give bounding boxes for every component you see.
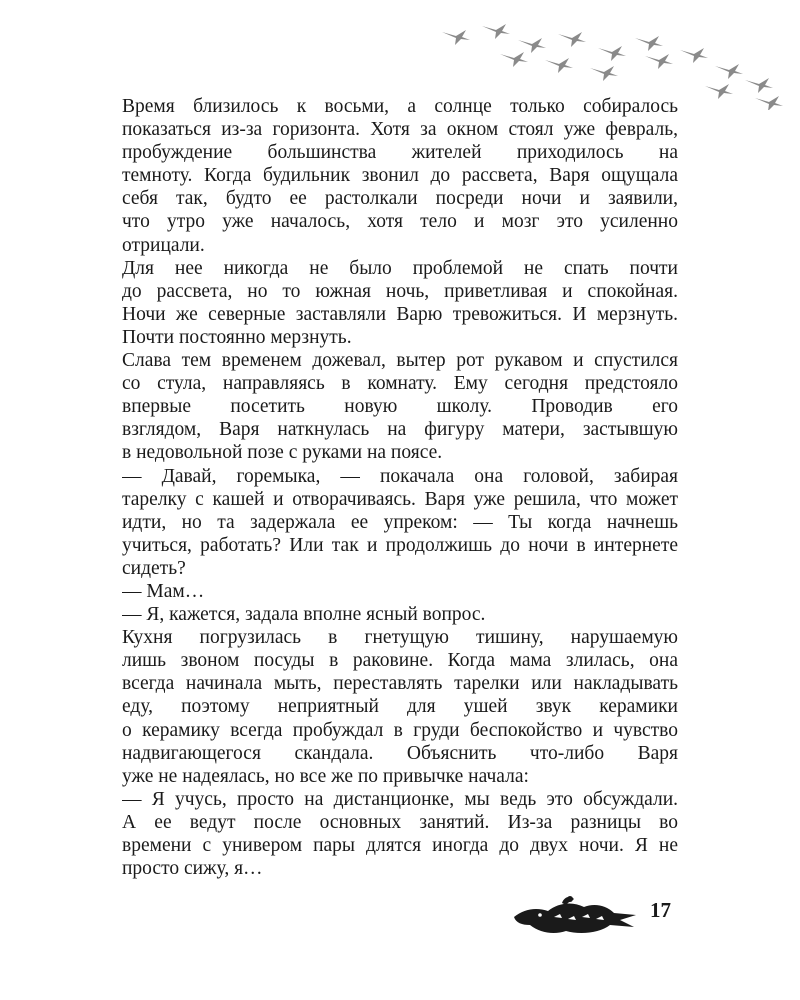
- paragraph: [122, 580, 678, 603]
- text-line: себя так, будто ее растолкали посреди ночи и заявили,: [122, 188, 678, 210]
- text-line: о керамику всегда пробуждал в груди беспокойство и чувство: [122, 719, 678, 741]
- text-line: — Мам…: [122, 580, 205, 602]
- paragraph: [122, 626, 678, 788]
- text-line: в недовольной позе с руками на поясе.: [122, 442, 443, 464]
- paragraph: [122, 349, 678, 464]
- text-line: — Я, кажется, задала вполне ясный вопрос.: [122, 604, 486, 626]
- text-line: Кухня погрузилась в гнетущую тишину, нарушаемую: [122, 627, 678, 649]
- text-line: всегда начинала мыть, переставлять тарелки или накладывать: [122, 673, 678, 695]
- text-line: уже не надеялась, но все же по привычке начала:: [122, 765, 529, 787]
- text-line: Почти постоянно мерзнуть.: [122, 326, 352, 348]
- text-line: — Я учусь, просто на дистанционке, мы ведь это обсуждали.: [122, 788, 678, 810]
- paragraph: [122, 257, 678, 349]
- text-line: сидеть?: [122, 557, 186, 579]
- text-line: что утро уже началось, хотя тело и мозг это усиленно: [122, 211, 678, 233]
- text-line: лишь звоном посуды в раковине. Когда мама злилась, она: [122, 650, 678, 672]
- text-line: идти, но та задержала ее упреком: — Ты когда начнешь: [122, 511, 678, 533]
- text-line: Слава тем временем дожевал, вытер рот рукавом и спустился: [122, 350, 678, 372]
- text-line: пробуждение большинства жителей приходилось на: [122, 142, 678, 164]
- text-line: взглядом, Варя наткнулась на фигуру матери, застывшую: [122, 419, 678, 441]
- text-line: Время близилось к восьми, а солнце только собиралось: [122, 96, 678, 117]
- text-line: впервые посетить новую школу. Проводив его: [122, 396, 678, 418]
- text-line: темноту. Когда будильник звонил до рассвета, Варя ощущала: [122, 165, 678, 187]
- text-line: — Давай, горемыка, — покачала она головой, забирая: [122, 465, 678, 487]
- text-line: еду, поэтому неприятный для ушей звук керамики: [122, 696, 678, 718]
- text-line: до рассвета, но то южная ночь, приветливая и спокойная.: [122, 280, 678, 302]
- text-line: просто сижу, я…: [122, 858, 263, 880]
- text-line: Ночи же северные заставляли Варю тревожиться. И мерзнуть.: [122, 303, 678, 325]
- text-line: учиться, работать? Или так и продолжишь до ночи в интернете: [122, 534, 678, 556]
- text-line: надвигающегося скандала. Объяснить что-либо Варя: [122, 742, 678, 764]
- paragraph: [122, 465, 678, 580]
- bird-illustration-icon: [510, 893, 640, 941]
- text-line: времени с универом пары длятся иногда до двух ночи. Я не: [122, 835, 678, 856]
- text-line: тарелку с кашей и отворачиваясь. Варя уже решила, что может: [122, 488, 678, 510]
- body-text: [122, 95, 678, 880]
- page-number: 17: [650, 898, 671, 922]
- paragraph: [122, 788, 678, 880]
- text-line: отрицали.: [122, 234, 205, 256]
- text-line: показаться из-за горизонта. Хотя за окном стоял уже февраль,: [122, 119, 678, 141]
- paragraph: [122, 95, 678, 257]
- text-line: А ее ведут после основных занятий. Из-за разницы во: [122, 811, 678, 833]
- text-line: со стула, направляясь в комнату. Ему сегодня предстояло: [122, 373, 678, 395]
- paragraph: [122, 603, 678, 626]
- text-line: Для нее никогда не было проблемой не спать почти: [122, 257, 678, 279]
